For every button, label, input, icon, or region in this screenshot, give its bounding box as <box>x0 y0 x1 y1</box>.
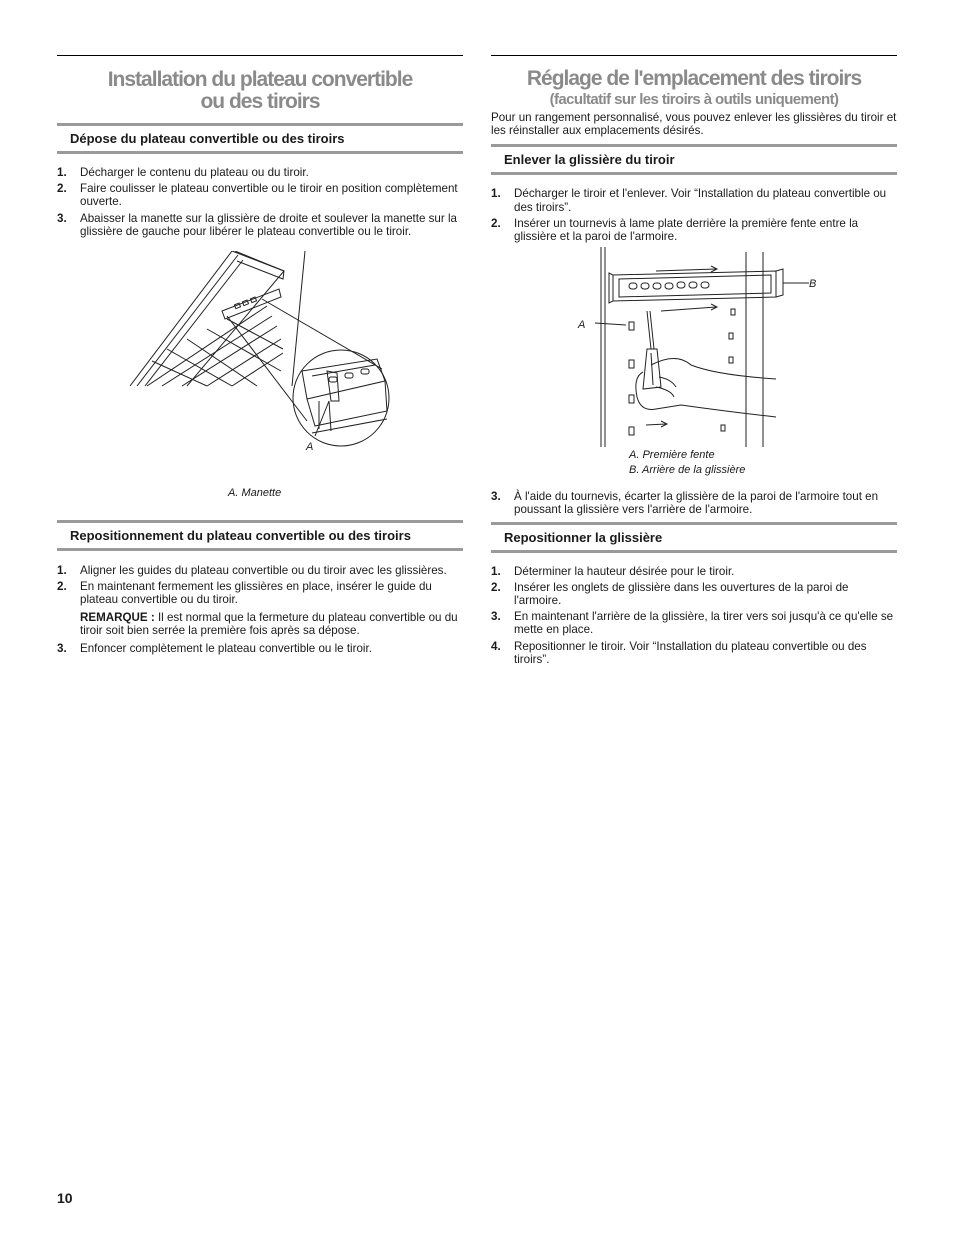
step-number: 3. <box>491 490 501 504</box>
list-item <box>57 166 463 179</box>
slide-removal-steps <box>491 187 897 243</box>
title-line-1: Installation du plateau convertible <box>107 68 413 91</box>
section-title <box>57 56 463 113</box>
figure-label-b: B <box>809 278 817 291</box>
step-number: 4. <box>491 639 501 653</box>
step-number: 1. <box>57 166 67 179</box>
list-item <box>491 640 897 666</box>
step-number: 2. <box>491 216 501 230</box>
list-item <box>57 212 463 238</box>
list-item <box>491 187 897 213</box>
slide-removal-steps-continued <box>491 490 897 516</box>
title-line-2: ou des tiroirs <box>200 90 320 113</box>
list-item <box>491 217 897 243</box>
note <box>80 611 463 637</box>
section-subtitle: (facultatif sur les tiroirs à outils uniquement) <box>549 91 839 108</box>
slide-reposition-steps <box>491 565 897 666</box>
step-text: En maintenant fermement les glissières en place, insérer le guide du plateau convertible ou du tiroir. <box>80 580 432 607</box>
figure-caption: A. Manette <box>228 487 282 500</box>
left-column <box>57 55 463 658</box>
step-number: 3. <box>57 642 67 656</box>
right-column <box>491 55 897 669</box>
screwdriver-illustration <box>491 247 897 447</box>
removal-steps <box>57 166 463 238</box>
step-text: Insérer un tournevis à lame plate derrière la première fente entre la glissière et la paroi de l'armoire. <box>514 216 859 244</box>
list-item <box>57 564 463 577</box>
figure-label-a: A <box>306 441 314 454</box>
step-number: 1. <box>491 187 501 201</box>
list-item <box>57 642 463 655</box>
step-number: 1. <box>491 564 501 578</box>
step-number: 2. <box>491 580 501 594</box>
intro-paragraph: Pour un rangement personnalisé, vous pouvez enlever les glissières du tiroir et les réinstaller aux emplacements désirés. <box>491 111 897 138</box>
figure-label-a: A <box>578 319 586 332</box>
step-text: Abaisser la manette sur la glissière de droite et soulever la manette sur la glissière de gauche pour libérer le plateau convertible ou le tiroir. <box>80 211 457 238</box>
step-number: 1. <box>57 564 67 578</box>
note-text: Il est normal que la fermeture du plateau convertible ou du tiroir soit bien serrée la première fois après sa dépose. <box>80 610 458 637</box>
step-text: Faire coulisser le plateau convertible ou le tiroir en position complètement ouverte. <box>80 182 458 209</box>
note-label: REMARQUE : <box>80 610 155 624</box>
step-number: 2. <box>57 580 67 594</box>
page-number: 10 <box>57 1190 73 1206</box>
list-item <box>491 581 897 607</box>
step-text: Insérer les onglets de glissière dans les ouvertures de la paroi de l'armoire. <box>514 580 849 608</box>
step-text: Décharger le contenu du plateau ou du tiroir. <box>80 166 309 179</box>
subsection-heading: Repositionner la glissière <box>491 522 897 553</box>
step-number: 3. <box>491 610 501 624</box>
figure-caption-b: B. Arrière de la glissière <box>629 464 746 477</box>
step-text: Déterminer la hauteur désirée pour le tiroir. <box>514 564 735 578</box>
list-item <box>57 182 463 208</box>
step-text: Aligner les guides du plateau convertible ou du tiroir avec les glissières. <box>80 564 447 578</box>
list-item <box>491 490 897 516</box>
step-text: Décharger le tiroir et l'enlever. Voir “Installation du plateau convertible ou des tiroirs”. <box>514 187 887 214</box>
list-item <box>491 565 897 578</box>
list-item <box>57 580 463 637</box>
subsection-heading: Repositionnement du plateau convertible ou des tiroirs <box>57 520 463 551</box>
subsection-heading: Enlever la glissière du tiroir <box>491 144 897 175</box>
step-text: Enfoncer complètement le plateau convertible ou le tiroir. <box>80 642 372 656</box>
step-content <box>80 580 463 637</box>
step-text: À l'aide du tournevis, écarter la glissière de la paroi de l'armoire tout en poussant la glissière vers l'arrière de l'armoire. <box>514 490 879 517</box>
drawer-slide-illustration <box>57 251 463 487</box>
step-text: Repositionner le tiroir. Voir “Installation du plateau convertible ou des tiroirs”. <box>514 639 867 666</box>
step-text: En maintenant l'arrière de la glissière, la tirer vers soi jusqu'à ce qu'elle se mette en place. <box>514 610 894 637</box>
subsection-heading: Dépose du plateau convertible ou des tiroirs <box>57 123 463 154</box>
figure-handle-release <box>57 251 463 487</box>
section-title: Réglage de l'emplacement des tiroirs <box>526 67 862 90</box>
step-number: 2. <box>57 182 67 196</box>
list-item <box>491 610 897 636</box>
step-number: 3. <box>57 211 67 225</box>
reposition-steps <box>57 564 463 655</box>
figure-screwdriver <box>491 247 897 447</box>
figure-caption-a: A. Première fente <box>629 449 715 462</box>
